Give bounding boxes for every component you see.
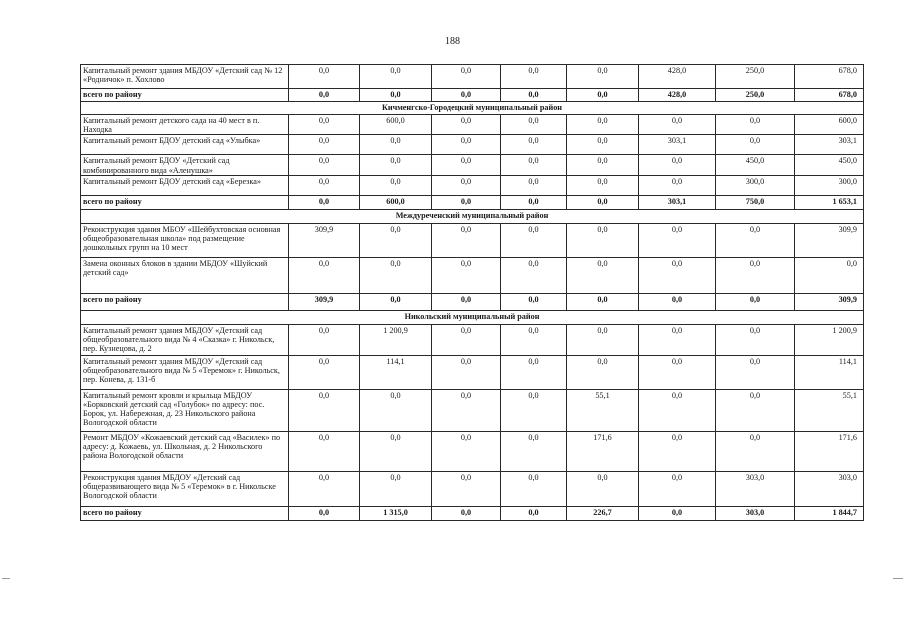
value-cell: 0,0 [501,135,567,155]
table-row [81,257,864,293]
table-row [81,471,864,506]
value-cell: 0,0 [567,223,639,257]
page-number: 188 [445,36,460,47]
value-cell: 300,0 [716,175,795,195]
district-total-row [81,506,864,520]
value-cell: 171,6 [795,431,864,471]
table-row [81,175,864,195]
value-cell: 0,0 [501,223,567,257]
district-total-label: всего по району [81,89,289,102]
value-cell: 600,0 [795,115,864,135]
total-value-cell: 0,0 [360,293,432,310]
value-cell: 0,0 [432,355,501,389]
project-description: Капитальный ремонт детского сада на 40 мест в п. Находка [81,115,289,135]
total-value-cell: 226,7 [567,506,639,520]
value-cell: 0,0 [639,389,716,431]
total-value-cell: 0,0 [360,89,432,102]
project-description: Ремонт МБДОУ «Кожаевский детский сад «Василек» по адресу: д. Кожаевь, ул. Школьная, д. 2 Никольского района Вологодской области [81,431,289,471]
total-value-cell: 309,9 [289,293,360,310]
value-cell: 171,6 [567,431,639,471]
value-cell: 0,0 [432,155,501,175]
value-cell: 0,0 [716,223,795,257]
value-cell: 303,1 [795,135,864,155]
district-total-label: всего по району [81,195,289,209]
value-cell: 0,0 [716,431,795,471]
value-cell: 0,0 [432,431,501,471]
total-value-cell: 303,1 [639,195,716,209]
total-value-cell: 0,0 [289,506,360,520]
project-description: Капитальный ремонт здания МБДОУ «Детский сад общеобразовательного вида № 5 «Теремок» г. Никольск, пер. Конева, д. 131-б [81,355,289,389]
value-cell: 0,0 [567,155,639,175]
district-total-label: всего по району [81,293,289,310]
value-cell: 0,0 [501,175,567,195]
value-cell: 0,0 [432,471,501,506]
value-cell: 678,0 [795,65,864,89]
district-total-label: всего по району [81,506,289,520]
value-cell: 0,0 [639,431,716,471]
value-cell: 0,0 [639,223,716,257]
total-value-cell: 1 653,1 [795,195,864,209]
project-description: Капитальный ремонт кровли и крыльца МБДОУ «Борковский детский сад «Голубок» по адресу: пос. Борок, ул. Набережная, д. 23 Никольского района Вологодской области [81,389,289,431]
region-header-row [81,310,864,324]
table-row [81,135,864,155]
value-cell: 0,0 [360,223,432,257]
value-cell: 0,0 [639,355,716,389]
total-value-cell: 0,0 [639,506,716,520]
value-cell: 0,0 [360,431,432,471]
value-cell: 0,0 [360,257,432,293]
region-header-row [81,209,864,223]
table-row [81,324,864,355]
value-cell: 0,0 [289,65,360,89]
total-value-cell: 0,0 [432,293,501,310]
total-value-cell: 0,0 [716,293,795,310]
project-description: Капитальный ремонт БДОУ детский сад «Улыбка» [81,135,289,155]
value-cell: 114,1 [360,355,432,389]
crop-mark-left [2,578,10,579]
table-row [81,115,864,135]
value-cell: 0,0 [567,175,639,195]
total-value-cell: 309,9 [795,293,864,310]
value-cell: 0,0 [639,175,716,195]
total-value-cell: 0,0 [639,293,716,310]
table-row [81,389,864,431]
total-value-cell: 750,0 [716,195,795,209]
value-cell: 600,0 [360,115,432,135]
district-total-row [81,195,864,209]
value-cell: 1 200,9 [360,324,432,355]
value-cell: 0,0 [289,431,360,471]
total-value-cell: 0,0 [289,89,360,102]
total-value-cell: 0,0 [501,506,567,520]
value-cell: 0,0 [432,175,501,195]
district-total-row [81,293,864,310]
value-cell: 0,0 [501,155,567,175]
value-cell: 0,0 [716,324,795,355]
total-value-cell: 428,0 [639,89,716,102]
value-cell: 250,0 [716,65,795,89]
table-row [81,355,864,389]
value-cell: 303,0 [716,471,795,506]
value-cell: 0,0 [360,65,432,89]
table-row [81,223,864,257]
value-cell: 0,0 [716,257,795,293]
value-cell: 0,0 [567,65,639,89]
value-cell: 303,1 [639,135,716,155]
value-cell: 0,0 [289,389,360,431]
value-cell: 309,9 [289,223,360,257]
value-cell: 0,0 [289,355,360,389]
value-cell: 55,1 [795,389,864,431]
project-description: Реконструкция здания МБДОУ «Детский сад общеразвивающего вида № 5 «Теремок» в г. Никольске Вологодской области [81,471,289,506]
value-cell: 55,1 [567,389,639,431]
value-cell: 0,0 [716,355,795,389]
value-cell: 0,0 [360,135,432,155]
value-cell: 0,0 [639,324,716,355]
value-cell: 0,0 [567,135,639,155]
value-cell: 0,0 [501,355,567,389]
value-cell: 0,0 [639,115,716,135]
value-cell: 0,0 [567,324,639,355]
district-total-row [81,89,864,102]
value-cell: 300,0 [795,175,864,195]
project-description: Реконструкция здания МБОУ «Шейбухтовская основная общеобразовательная школа» под размещение дошкольных групп на 10 мест [81,223,289,257]
total-value-cell: 0,0 [567,89,639,102]
value-cell: 0,0 [289,471,360,506]
value-cell: 114,1 [795,355,864,389]
value-cell: 0,0 [501,65,567,89]
total-value-cell: 0,0 [289,195,360,209]
value-cell: 0,0 [567,471,639,506]
value-cell: 0,0 [501,115,567,135]
value-cell: 0,0 [501,431,567,471]
budget-table [80,64,864,521]
value-cell: 0,0 [360,175,432,195]
project-description: Капитальный ремонт здания МБДОУ «Детский сад общеобразовательного вида № 4 «Сказка» г. Никольск, пер. Кузнецова, д. 2 [81,324,289,355]
total-value-cell: 600,0 [360,195,432,209]
project-description: Замена оконных блоков в здании МБДОУ «Шуйский детский сад» [81,257,289,293]
value-cell: 0,0 [432,65,501,89]
value-cell: 0,0 [432,115,501,135]
value-cell: 0,0 [432,324,501,355]
value-cell: 303,0 [795,471,864,506]
value-cell: 0,0 [432,135,501,155]
value-cell: 0,0 [360,155,432,175]
value-cell: 0,0 [795,257,864,293]
crop-mark-right [893,578,903,579]
value-cell: 0,0 [501,389,567,431]
table-row [81,155,864,175]
value-cell: 0,0 [716,135,795,155]
total-value-cell: 0,0 [432,506,501,520]
value-cell: 450,0 [716,155,795,175]
total-value-cell: 303,0 [716,506,795,520]
project-description: Капитальный ремонт БДОУ детский сад «Березка» [81,175,289,195]
region-title: Никольский муниципальный район [81,310,864,324]
value-cell: 0,0 [567,257,639,293]
value-cell: 0,0 [289,324,360,355]
project-description: Капитальный ремонт БДОУ «Детский сад комбинированного вида «Аленушка» [81,155,289,175]
region-title: Междуреченский муниципальный район [81,209,864,223]
value-cell: 0,0 [432,223,501,257]
value-cell: 0,0 [289,135,360,155]
value-cell: 0,0 [567,115,639,135]
value-cell: 0,0 [501,324,567,355]
value-cell: 0,0 [716,115,795,135]
total-value-cell: 0,0 [432,89,501,102]
table-row [81,431,864,471]
value-cell: 0,0 [639,257,716,293]
total-value-cell: 1 315,0 [360,506,432,520]
value-cell: 0,0 [360,471,432,506]
region-header-row [81,102,864,115]
value-cell: 309,9 [795,223,864,257]
total-value-cell: 0,0 [501,293,567,310]
total-value-cell: 0,0 [567,195,639,209]
total-value-cell: 678,0 [795,89,864,102]
value-cell: 450,0 [795,155,864,175]
value-cell: 0,0 [360,389,432,431]
value-cell: 1 200,9 [795,324,864,355]
value-cell: 0,0 [501,257,567,293]
total-value-cell: 1 844,7 [795,506,864,520]
value-cell: 0,0 [289,155,360,175]
value-cell: 0,0 [639,471,716,506]
value-cell: 0,0 [432,389,501,431]
total-value-cell: 0,0 [501,195,567,209]
value-cell: 0,0 [567,355,639,389]
value-cell: 0,0 [501,471,567,506]
value-cell: 0,0 [716,389,795,431]
total-value-cell: 0,0 [567,293,639,310]
value-cell: 0,0 [432,257,501,293]
value-cell: 0,0 [289,175,360,195]
table-row [81,65,864,89]
value-cell: 0,0 [289,115,360,135]
total-value-cell: 0,0 [501,89,567,102]
project-description: Капитальный ремонт здания МБДОУ «Детский сад № 12 «Родничок» п. Хохлово [81,65,289,89]
value-cell: 0,0 [639,155,716,175]
total-value-cell: 250,0 [716,89,795,102]
region-title: Кичменгско-Городецкий муниципальный район [81,102,864,115]
value-cell: 428,0 [639,65,716,89]
value-cell: 0,0 [289,257,360,293]
total-value-cell: 0,0 [432,195,501,209]
